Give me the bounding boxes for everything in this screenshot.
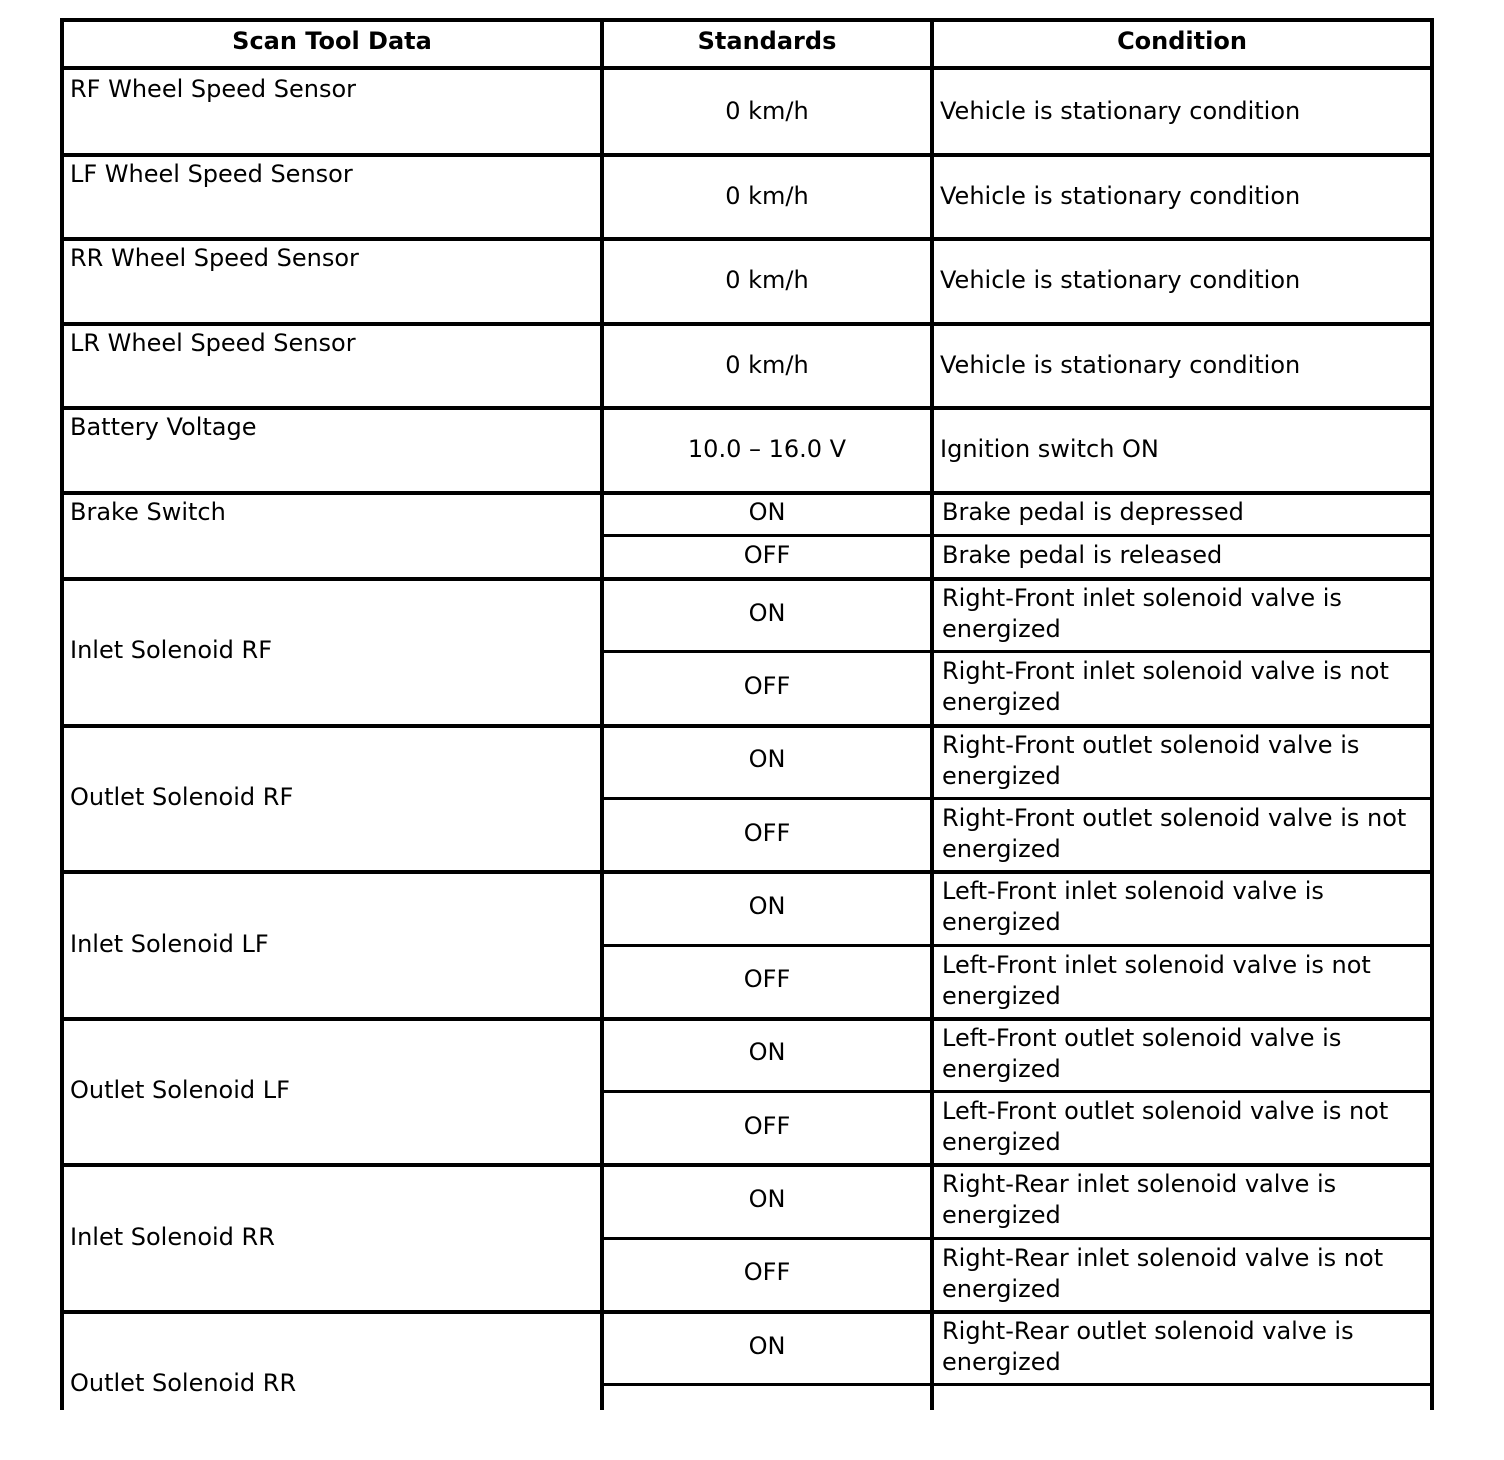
row-divider bbox=[60, 406, 1434, 410]
row-divider bbox=[60, 322, 1434, 326]
condition-text: Vehicle is stationary condition bbox=[940, 351, 1301, 379]
row-divider bbox=[60, 577, 1434, 581]
row-divider bbox=[60, 724, 1434, 728]
standard-value: ON bbox=[748, 1038, 786, 1066]
condition-text: energized bbox=[942, 1201, 1061, 1229]
sub-row-divider bbox=[600, 1237, 1434, 1240]
standard-value: 10.0 – 16.0 V bbox=[687, 435, 847, 463]
header-scan-tool-data: Scan Tool Data bbox=[232, 27, 432, 55]
condition-text: Right-Front outlet solenoid valve is not bbox=[942, 804, 1407, 832]
standard-value: OFF bbox=[743, 672, 791, 700]
table-top-border bbox=[60, 18, 1434, 22]
standard-value: ON bbox=[748, 498, 786, 526]
condition-text: Right-Front outlet solenoid valve is bbox=[942, 731, 1360, 759]
scan-item-label: Brake Switch bbox=[70, 498, 226, 526]
condition-text: energized bbox=[942, 1055, 1061, 1083]
standard-value: ON bbox=[748, 1185, 786, 1213]
scan-item-label: LF Wheel Speed Sensor bbox=[70, 160, 353, 188]
condition-text: Left-Front outlet solenoid valve is not bbox=[942, 1097, 1389, 1125]
condition-text: Vehicle is stationary condition bbox=[940, 97, 1301, 125]
row-divider bbox=[60, 237, 1434, 241]
condition-text: energized bbox=[942, 1275, 1061, 1303]
row-divider bbox=[60, 153, 1434, 157]
condition-text: energized bbox=[942, 835, 1061, 863]
scan-item-label: RR Wheel Speed Sensor bbox=[70, 244, 359, 272]
header-condition: Condition bbox=[1117, 27, 1247, 55]
scan-item-label: Outlet Solenoid LF bbox=[70, 1076, 290, 1104]
sub-row-divider bbox=[600, 534, 1434, 537]
condition-text: energized bbox=[942, 1348, 1061, 1376]
scan-item-label: RF Wheel Speed Sensor bbox=[70, 75, 357, 103]
scan-tool-data-table bbox=[60, 18, 1434, 1410]
row-divider bbox=[60, 1017, 1434, 1021]
condition-text: Vehicle is stationary condition bbox=[940, 266, 1301, 294]
condition-text: Brake pedal is depressed bbox=[942, 498, 1244, 526]
standard-value: 0 km/h bbox=[725, 266, 809, 294]
sub-row-divider bbox=[600, 944, 1434, 947]
standard-value: OFF bbox=[743, 1112, 791, 1140]
scan-item-label: Inlet Solenoid LF bbox=[70, 930, 269, 958]
condition-text: energized bbox=[942, 762, 1061, 790]
condition-text: energized bbox=[942, 982, 1061, 1010]
header-standards: Standards bbox=[697, 27, 837, 55]
sub-row-divider bbox=[600, 1090, 1434, 1093]
sub-row-divider bbox=[600, 650, 1434, 653]
column-divider bbox=[600, 18, 604, 1410]
column-divider bbox=[1430, 18, 1434, 1410]
row-divider bbox=[60, 491, 1434, 495]
condition-text: Right-Rear outlet solenoid valve is bbox=[942, 1317, 1354, 1345]
condition-text: energized bbox=[942, 615, 1061, 643]
column-divider bbox=[60, 18, 64, 1410]
condition-text: energized bbox=[942, 688, 1061, 716]
row-divider bbox=[60, 1310, 1434, 1314]
condition-text: Brake pedal is released bbox=[942, 541, 1223, 569]
standard-value: ON bbox=[748, 599, 786, 627]
standard-value: OFF bbox=[743, 819, 791, 847]
condition-text: Left-Front inlet solenoid valve is not bbox=[942, 951, 1371, 979]
condition-text: energized bbox=[942, 1128, 1061, 1156]
standard-value: ON bbox=[748, 745, 786, 773]
condition-text: Vehicle is stationary condition bbox=[940, 182, 1301, 210]
row-divider bbox=[60, 1163, 1434, 1167]
standard-value: 0 km/h bbox=[725, 351, 809, 379]
standard-value: 0 km/h bbox=[725, 182, 809, 210]
scan-item-label: Battery Voltage bbox=[70, 413, 257, 441]
standard-value: OFF bbox=[743, 965, 791, 993]
condition-text: Left-Front outlet solenoid valve is bbox=[942, 1024, 1342, 1052]
standard-value: ON bbox=[748, 892, 786, 920]
condition-text: Right-Front inlet solenoid valve is bbox=[942, 584, 1342, 612]
standard-value: OFF bbox=[743, 541, 791, 569]
column-divider bbox=[930, 18, 934, 1410]
condition-text: energized bbox=[942, 908, 1061, 936]
condition-text: Ignition switch ON bbox=[940, 435, 1159, 463]
condition-text: Right-Front inlet solenoid valve is not bbox=[942, 657, 1389, 685]
condition-text: Right-Rear inlet solenoid valve is not bbox=[942, 1244, 1384, 1272]
standard-value: OFF bbox=[743, 1258, 791, 1286]
condition-text: Left-Front inlet solenoid valve is bbox=[942, 877, 1324, 905]
header-divider bbox=[60, 66, 1434, 70]
sub-row-divider bbox=[600, 797, 1434, 800]
scan-item-label: Outlet Solenoid RR bbox=[70, 1369, 297, 1397]
scan-item-label: Inlet Solenoid RF bbox=[70, 636, 273, 664]
row-divider bbox=[60, 870, 1434, 874]
condition-text: Right-Rear inlet solenoid valve is bbox=[942, 1170, 1337, 1198]
standard-value: 0 km/h bbox=[725, 97, 809, 125]
sub-row-divider bbox=[600, 1383, 1434, 1386]
standard-value: ON bbox=[748, 1332, 786, 1360]
scan-item-label: Outlet Solenoid RF bbox=[70, 783, 294, 811]
scan-item-label: Inlet Solenoid RR bbox=[70, 1223, 275, 1251]
scan-item-label: LR Wheel Speed Sensor bbox=[70, 329, 356, 357]
